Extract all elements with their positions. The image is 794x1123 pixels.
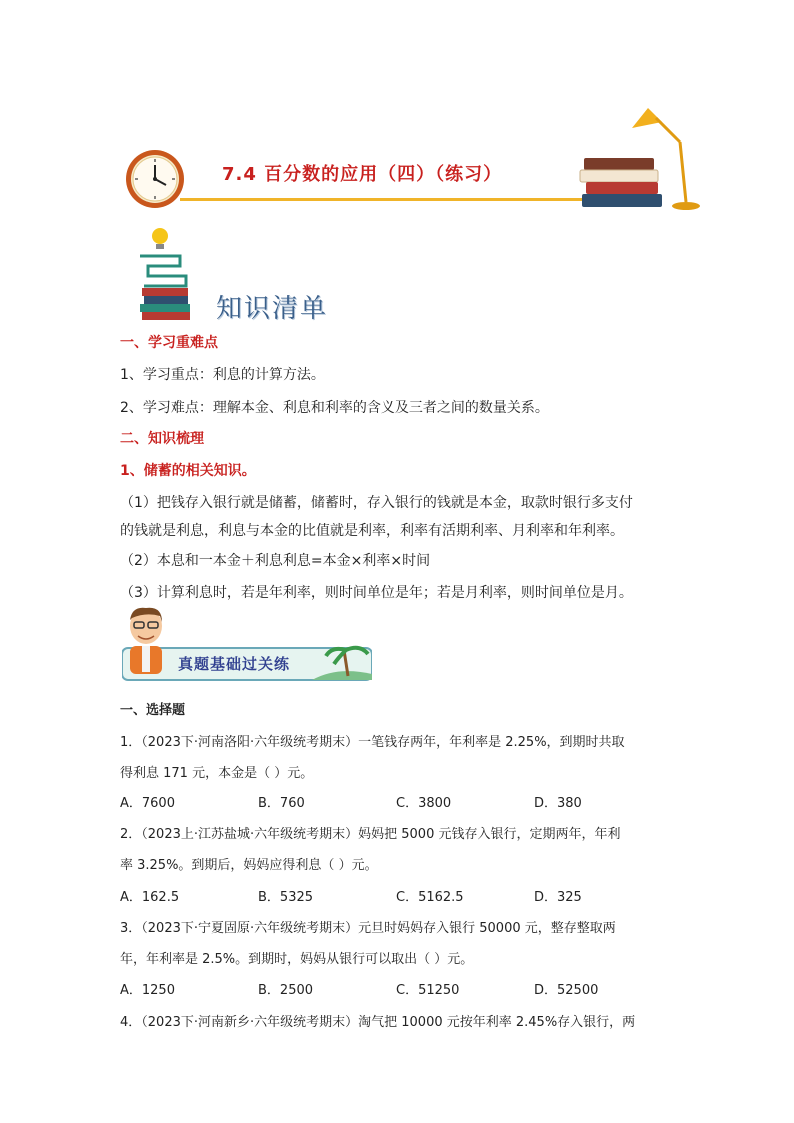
- section-heading-review: 二、知识梳理: [120, 431, 204, 447]
- q2-option-d[interactable]: D．325: [534, 890, 582, 905]
- question-3-line-1: 3．（2023下·宁夏固原·六年级统考期末）元旦时妈妈存入银行 50000 元，整存整取两: [120, 921, 616, 936]
- question-4-line-1: 4．（2023下·河南新乡·六年级统考期末）淘气把 10000 元按年利率 2.45%存入银行，两: [120, 1015, 636, 1030]
- q1-option-d[interactable]: D．380: [534, 796, 582, 811]
- teacher-avatar-icon: [124, 604, 170, 676]
- review-line-1: （1）把钱存入银行就是储蓄，储蓄时，存入银行的钱就是本金，取款时银行多支付: [120, 495, 633, 511]
- question-1-line-1: 1．（2023下·河南洛阳·六年级统考期末）一笔钱存两年，年利率是 2.25%，到期时共取: [120, 735, 625, 750]
- q2-option-a[interactable]: A．162.5: [120, 890, 180, 905]
- question-2-line-1: 2．（2023上·江苏盐城·六年级统考期末）妈妈把 5000 元钱存入银行，定期两年，年利: [120, 827, 621, 842]
- lightbulb-books-icon: [136, 226, 210, 322]
- review-line-2: 的钱就是利息，利息与本金的比值就是利率，利率有活期利率、月利率和年利率。: [120, 523, 624, 539]
- q1-option-b[interactable]: B．760: [258, 796, 305, 811]
- books-lamp-icon: [576, 100, 706, 214]
- q3-option-c[interactable]: C．51250: [396, 983, 460, 998]
- q2-option-b[interactable]: B．5325: [258, 890, 314, 905]
- review-line-3: （2）本息和一本金＋利息利息=本金×利率×时间: [120, 553, 431, 569]
- question-2-line-2: 率 3.25%。到期后，妈妈应得利息（ ）元。: [120, 858, 378, 873]
- knowledge-list-title: 知识清单: [216, 294, 329, 324]
- title-underline: [180, 198, 600, 201]
- section-heading-difficulties: 一、学习重难点: [120, 335, 218, 351]
- question-1-line-2: 得利息 171 元，本金是（ ）元。: [120, 766, 314, 781]
- sub-heading-savings: 1、储蓄的相关知识。: [120, 463, 256, 479]
- page-title: 7.4 百分数的应用（四）（练习）: [222, 164, 503, 185]
- key-point: 1、学习重点：利息的计算方法。: [120, 367, 325, 383]
- difficult-point: 2、学习难点：理解本金、利息和利率的含义及三者之间的数量关系。: [120, 400, 549, 416]
- question-3-line-2: 年，年利率是 2.5%。到期时，妈妈从银行可以取出（ ）元。: [120, 952, 474, 967]
- q2-option-c[interactable]: C．5162.5: [396, 890, 464, 905]
- q3-option-d[interactable]: D．52500: [534, 983, 599, 998]
- q3-option-a[interactable]: A．1250: [120, 983, 175, 998]
- section-heading-choice: 一、选择题: [120, 703, 186, 718]
- q1-option-c[interactable]: C．3800: [396, 796, 452, 811]
- clock-icon: [124, 148, 186, 210]
- review-line-4: （3）计算利息时，若是年利率，则时间单位是年；若是月利率，则时间单位是月。: [120, 585, 633, 601]
- banner-title: 真题基础过关练: [178, 655, 291, 673]
- q3-option-b[interactable]: B．2500: [258, 983, 314, 998]
- q1-option-a[interactable]: A．7600: [120, 796, 175, 811]
